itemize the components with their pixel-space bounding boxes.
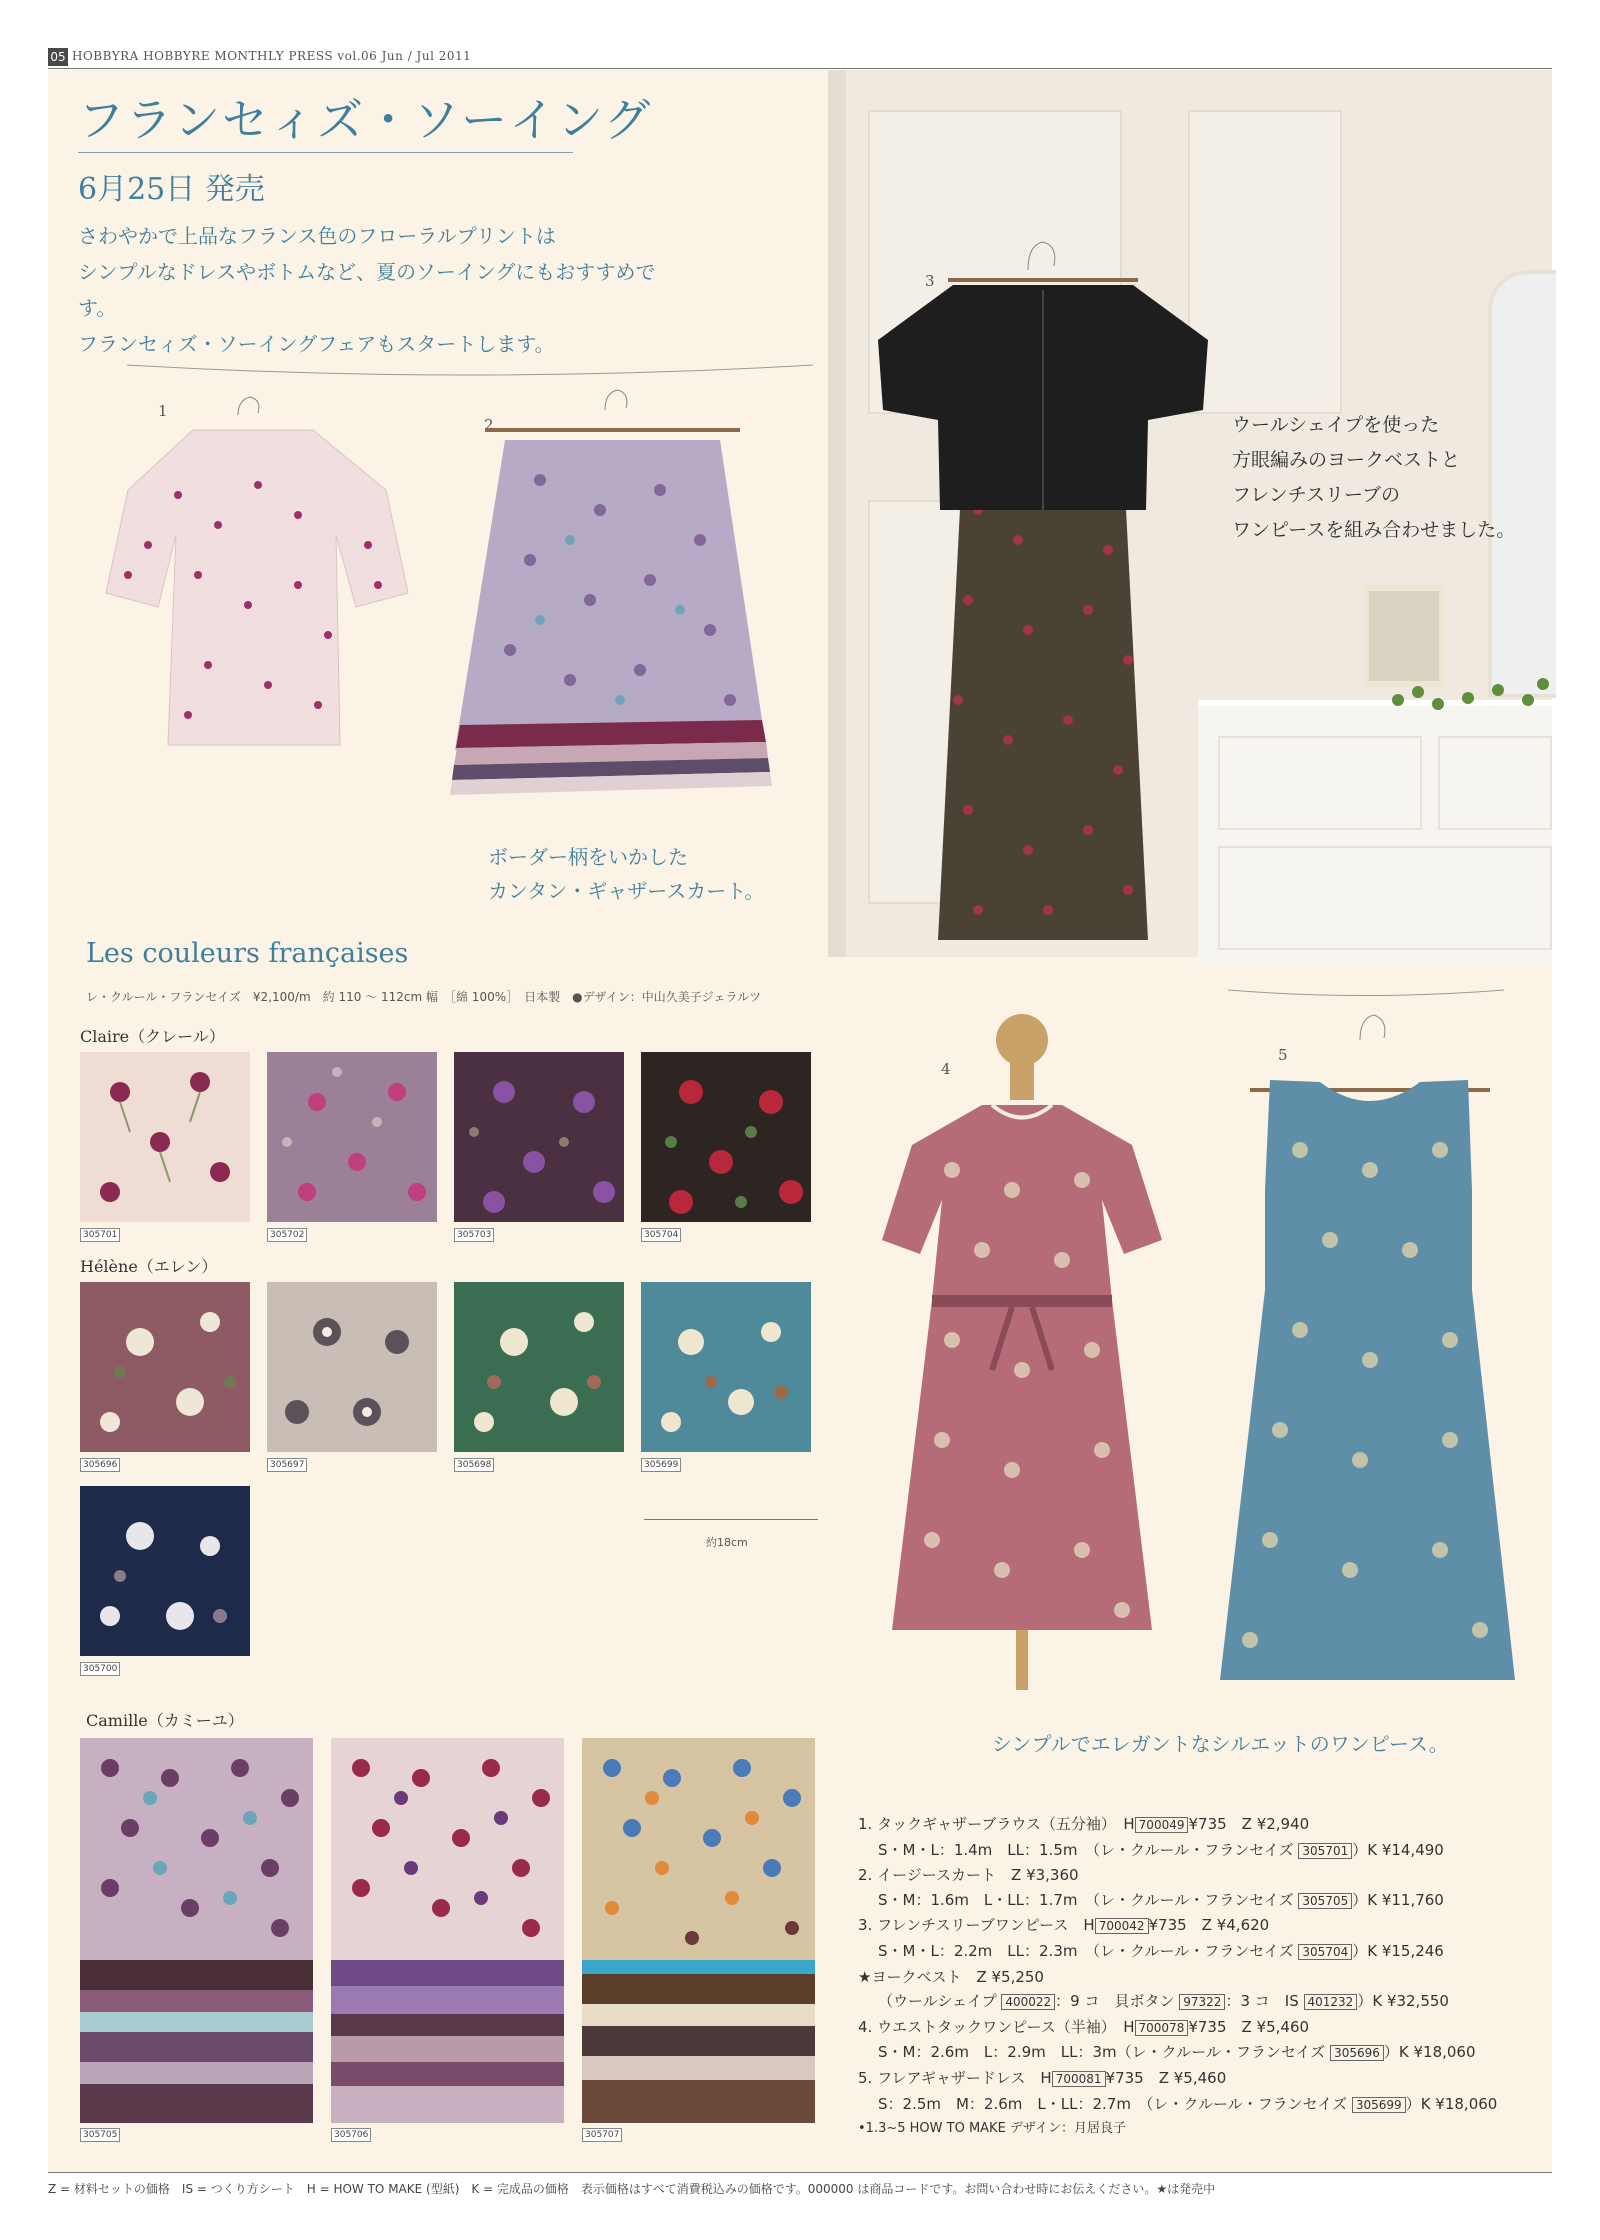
product-code: 700042 xyxy=(1095,1918,1149,1934)
fabric-swatch xyxy=(80,1282,250,1452)
fabric-swatch xyxy=(454,1052,624,1222)
product-code: 700081 xyxy=(1052,2071,1106,2087)
caption-line: ワンピースを組み合わせました。 xyxy=(1232,519,1516,541)
fabric-spec: レ・クルール・フランセイズ ¥2,100/m 約 110 ～ 112cm 幅 ［綿 100%］ 日本製 ●デザイン：中山久美子ジェラルツ xyxy=(86,990,762,1004)
product-code: 305699 xyxy=(1352,2097,1406,2113)
list-item: 5. フレアギャザードレス H 700081 ¥735 Z ¥5,460 xyxy=(858,2068,1227,2087)
caption-line: フレンチスリーブの xyxy=(1232,484,1401,506)
vest-dress xyxy=(878,200,1208,960)
caption-line: カンタン・ギャザースカート。 xyxy=(488,879,765,903)
list-item: 3. フレンチスリーブワンピース H 700042 ¥735 Z ¥4,620 xyxy=(858,1916,1270,1935)
product-code: 700078 xyxy=(1135,2020,1189,2036)
fabric-code: 305703 xyxy=(454,1228,494,1242)
drawer xyxy=(1218,846,1552,950)
design-note: •1.3~5 HOW TO MAKE デザイン：月居良子 xyxy=(858,2121,1127,2137)
product-code: 400022 xyxy=(1001,1994,1055,2010)
fabric-code: 305696 xyxy=(80,1458,120,1472)
list-item-detail: S・M：2.6m L：2.9m LL：3m（レ・クルール・フランセイズ 305696 ）K ¥18,060 xyxy=(878,2043,1476,2062)
vest-caption xyxy=(1232,408,1515,548)
fabric-swatch xyxy=(641,1052,811,1222)
fabric-code: 305706 xyxy=(331,2128,371,2142)
footer-rule xyxy=(48,2172,1552,2173)
footer-legend: Z = 材料セットの価格 IS = つくり方シート H = HOW TO MAKE (型紙) K = 完成品の価格 表示価格はすべて消費税込みの価格です。000000 は商品コードです。お問い合わせ時にお伝えください。★は発売中 xyxy=(48,2182,1216,2196)
dress-4-photo xyxy=(862,1010,1182,1700)
intro-line: さわやかで上品なフランス色のフローラルプリントは xyxy=(78,224,556,248)
intro-line: シンプルなドレスやボトムなど、夏のソーイングにもおすすめです。 xyxy=(78,260,656,320)
dress-caption: シンプルでエレガントなシルエットのワンピース。 xyxy=(992,1732,1449,1756)
list-item-detail: S：2.5m M：2.6m L・LL：2.7m （レ・クルール・フランセイズ 305699 ）K ¥18,060 xyxy=(878,2094,1498,2113)
fabric-swatch xyxy=(80,1052,250,1222)
fabric-code: 305705 xyxy=(80,2128,120,2142)
caption-line: ウールシェイプを使った xyxy=(1232,414,1440,436)
fabric-swatch xyxy=(454,1282,624,1452)
skirt-photo xyxy=(440,370,780,810)
fabric-swatch xyxy=(267,1052,437,1222)
fabric-code: 305707 xyxy=(582,2128,622,2142)
title-rule xyxy=(78,152,573,153)
intro-line: フランセィズ・ソーイングフェアもスタートします。 xyxy=(78,332,555,356)
product-code: 305705 xyxy=(1298,1893,1352,1909)
fabric-code: 305697 xyxy=(267,1458,307,1472)
product-code: 305701 xyxy=(1298,1843,1352,1859)
fabric-code: 305700 xyxy=(80,1662,120,1676)
fabric-swatch xyxy=(80,1738,313,2123)
claire-label: Claire（クレール） xyxy=(80,1027,225,1046)
fabric-swatch xyxy=(641,1282,811,1452)
caption-line: 方眼編みのヨークベストと xyxy=(1232,449,1461,471)
product-code: 305704 xyxy=(1298,1944,1352,1960)
door-frame xyxy=(828,70,846,957)
item-number: 4 xyxy=(941,1060,951,1078)
drawer xyxy=(1438,736,1552,830)
skirt-caption xyxy=(488,840,764,908)
list-item: 1. タックギャザーブラウス（五分袖） H 700049 ¥735 Z ¥2,940 xyxy=(858,1815,1310,1833)
plant xyxy=(1378,670,1552,730)
intro-text xyxy=(78,218,678,362)
running-head: HOBBYRA HOBBYRE MONTHLY PRESS vol.06 Jun / Jul 2011 xyxy=(72,49,472,63)
fabric-code: 305699 xyxy=(641,1458,681,1472)
list-item-detail: S・M：1.6m L・LL：1.7m （レ・クルール・フランセイズ 305705 ）K ¥11,760 xyxy=(878,1890,1444,1909)
drawer xyxy=(1218,736,1422,830)
page-number: 05 xyxy=(48,48,68,66)
dress-5-photo xyxy=(1210,1000,1530,1690)
list-item: 4. ウエストタックワンピース（半袖） H 700078 ¥735 Z ¥5,460 xyxy=(858,2017,1310,2036)
list-item: 2. イージースカート Z ¥3,360 xyxy=(858,1866,1079,1885)
item-number: 3 xyxy=(925,272,935,290)
camille-label: Camille（カミーユ） xyxy=(86,1711,244,1730)
list-item-detail: S・M・L：1.4m LL：1.5m （レ・クルール・フランセイズ 305701 ）K ¥14,490 xyxy=(878,1840,1444,1859)
release-date: 6月25日 発売 xyxy=(78,172,265,207)
door-panel xyxy=(1188,110,1342,414)
fabric-code: 305698 xyxy=(454,1458,494,1472)
item-number: 5 xyxy=(1278,1046,1288,1064)
fabric-section-title: Les couleurs françaises xyxy=(86,938,409,969)
caption-line: ボーダー柄をいかした xyxy=(488,845,688,869)
list-item: ★ヨークベスト Z ¥5,250 xyxy=(858,1967,1044,1986)
dresser xyxy=(1198,700,1552,963)
page-title: フランセィズ・ソーイング xyxy=(78,93,653,147)
fabric-code: 305704 xyxy=(641,1228,681,1242)
list-item-detail: （ウールシェイプ 400022 ：9 コ 貝ボタン 97322 ：3 コ IS 401232 ）K ¥32,550 xyxy=(878,1992,1449,2011)
helene-label: Hélène（エレン） xyxy=(80,1257,218,1276)
fabric-swatch xyxy=(267,1282,437,1452)
fabric-code: 305702 xyxy=(267,1228,307,1242)
scale-label: 約18cm xyxy=(706,1536,748,1549)
fabric-swatch xyxy=(331,1738,564,2123)
item-number: 2 xyxy=(484,416,494,434)
item-list xyxy=(858,1812,1548,2142)
fabric-code: 305701 xyxy=(80,1228,120,1242)
item-number: 1 xyxy=(158,402,168,420)
fabric-swatch xyxy=(582,1738,815,2123)
scale-ruler xyxy=(644,1519,818,1520)
product-code: 700049 xyxy=(1135,1817,1189,1833)
product-code: 401232 xyxy=(1304,1994,1358,2010)
list-item-detail: S・M・L：2.2m LL：2.3m （レ・クルール・フランセイズ 305704 ）K ¥15,246 xyxy=(878,1941,1444,1960)
header-rule xyxy=(48,68,1552,69)
fabric-swatch xyxy=(80,1486,250,1656)
product-code: 97322 xyxy=(1179,1994,1225,2010)
product-code: 305696 xyxy=(1330,2045,1384,2061)
blouse-photo xyxy=(68,375,453,770)
